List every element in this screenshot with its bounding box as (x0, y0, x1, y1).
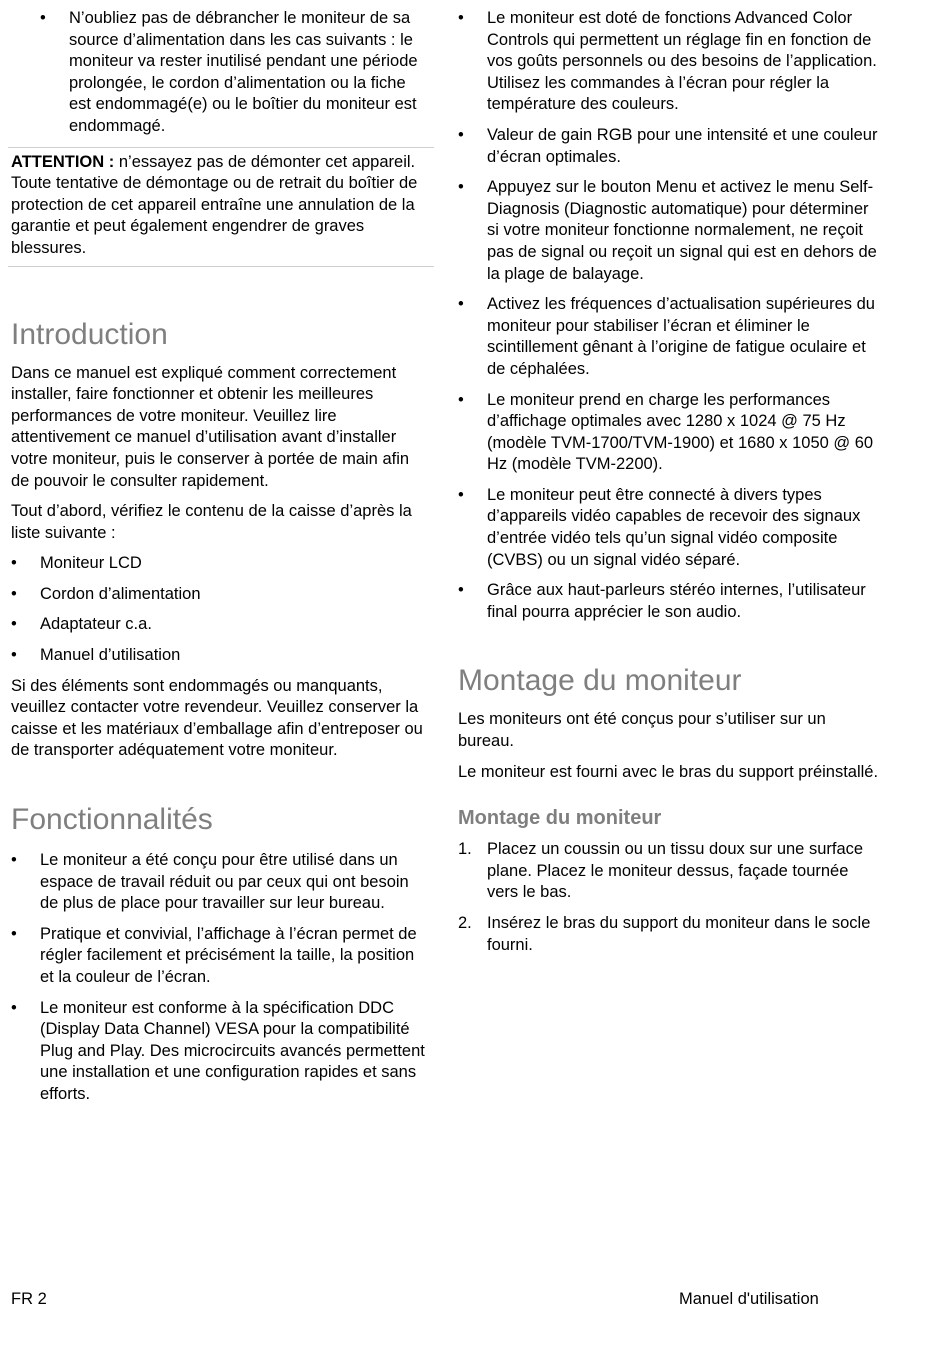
mount-paragraph: Le moniteur est fourni avec le bras du support préinstallé. (458, 762, 879, 781)
list-item (458, 390, 883, 476)
intro-paragraph: Si des éléments sont endommagés ou manquants, veuillez contacter votre revendeur. Veuillez conserver la caisse et les matériaux d’emballage afin d’entreposer ou de transporter adéquatement votre moniteur. (11, 676, 423, 760)
list-item (11, 8, 431, 138)
bullet-marker: • (458, 485, 464, 504)
mount-paragraph: Les moniteurs ont été conçus pour s’utiliser sur un bureau. (458, 710, 826, 751)
intro-paragraph: Tout d’abord, vérifiez le contenu de la caisse d’après la liste suivante : (11, 502, 412, 542)
step-text: Placez un coussin ou un tissu doux sur une surface plane. Placez le moniteur dessus, façade tournée vers le bas. (487, 840, 864, 902)
list-item (458, 294, 883, 380)
step-number: 1. (458, 840, 472, 859)
feature-text: Activez les fréquences d’actualisation supérieures du moniteur pour stabiliser l’écran et éliminer le scintillement gênant à l’origine de fatigue oculaire et de céphalées. (487, 295, 875, 378)
section-title-features: Fonctionnalités (11, 803, 213, 837)
bullet-marker: • (11, 924, 17, 943)
section-title-introduction: Introduction (11, 317, 168, 351)
list-item (458, 580, 883, 623)
feature-text: Appuyez sur le bouton Menu et activez le menu Self-Diagnosis (Diagnostic automatique) pour déterminer si votre moniteur fonctionne normalement, ne reçoit pas de signal ou reçoit un signal qui est en dehors de la plage de balayage. (487, 178, 877, 283)
bullet-marker: • (11, 554, 17, 573)
step-number: 2. (458, 914, 472, 932)
feature-text: Valeur de gain RGB pour une intensité et une couleur d’écran optimales. (487, 125, 878, 166)
feature-text: Le moniteur est conforme à la spécification DDC (Display Data Channel) VESA pour la compatibilité Plug and Play. Des microcircuits avancés permettent une installation et une configuration rapides et sans efforts. (40, 998, 425, 1103)
list-item (11, 645, 431, 667)
list-item (11, 850, 431, 915)
list-item (458, 8, 883, 116)
bullet-marker: • (458, 9, 464, 27)
bullet-marker: • (458, 390, 464, 409)
section-title-mounting: Montage du moniteur (458, 664, 742, 698)
footer-title: Manuel d'utilisation (679, 1290, 819, 1308)
box-item: Cordon d’alimentation (40, 584, 201, 603)
step-text: Insérez le bras du support du moniteur dans le socle fourni. (487, 914, 871, 954)
feature-text: Le moniteur prend en charge les performances d’affichage optimales avec 1280 x 1024 @ 75 Hz (modèle TVM-1700/TVM-1900) et 1680 x 1050 @ 60 Hz (modèle TVM-2200). (487, 390, 874, 474)
bullet-marker: • (11, 615, 17, 634)
right-column (458, 8, 883, 965)
list-item (11, 924, 431, 989)
step-item (458, 839, 883, 904)
bullet-marker: • (11, 584, 17, 603)
intro-paragraph: Dans ce manuel est expliqué comment correctement installer, faire fonctionner et obtenir les meilleures performances de votre moniteur. Veuillez lire attentivement ce manuel d’utilisation avant d’installer votre moniteur, puis le conserver à portée de main afin de pouvoir le consulter rapidement. (11, 363, 410, 490)
box-item: Moniteur LCD (40, 554, 142, 573)
subsection-title-mounting: Montage du moniteur (458, 807, 662, 830)
step-item (458, 913, 883, 956)
list-item (11, 998, 431, 1106)
page-number: FR 2 (11, 1290, 47, 1308)
feature-text: Le moniteur est doté de fonctions Advanced Color Controls qui permettent un réglage fin en fonction de vos goûts personnels ou des besoins de l’application. Utilisez les commandes à l’écran pour régler la température des couleurs. (487, 9, 877, 114)
attention-label: ATTENTION : (11, 152, 115, 171)
box-item: Manuel d’utilisation (40, 646, 181, 665)
list-item (458, 177, 883, 285)
list-item (458, 485, 883, 571)
feature-text: Pratique et convivial, l’affichage à l’écran permet de régler facilement et précisément la taille, la position et la couleur de l’écran. (40, 924, 417, 986)
box-item: Adaptateur c.a. (40, 615, 152, 634)
bullet-marker: • (458, 581, 464, 600)
bullet-marker: • (11, 646, 17, 665)
bullet-text: N’oubliez pas de débrancher le moniteur de sa source d’alimentation dans les cas suivants : le moniteur va rester inutilisé pendant une période prolongée, le cordon d’alimentation ou la fiche est endommagé(e) ou le boîtier du moniteur est endommagé. (69, 9, 418, 135)
attention-text: n’essayez pas de démonter cet appareil. Toute tentative de démontage ou de retrait du boîtier de protection de cet appareil entraîne une annulation de la garantie et peut également engendrer de graves blessures. (11, 152, 418, 257)
attention-box (8, 147, 434, 267)
feature-text: Grâce aux haut-parleurs stéréo internes, l’utilisateur final pourra apprécier le son audio. (487, 581, 866, 621)
list-item (458, 125, 883, 168)
left-column (11, 8, 431, 1115)
bullet-marker: • (11, 851, 17, 870)
list-item (11, 614, 431, 636)
bullet-marker: • (458, 295, 464, 314)
feature-text: Le moniteur peut être connecté à divers types d’appareils vidéo capables de recevoir des signaux d’entrée vidéo tels qu’un signal vidéo composite (CVBS) ou un signal vidéo séparé. (487, 485, 861, 569)
bullet-marker: • (458, 178, 464, 197)
list-item (11, 584, 431, 606)
bullet-marker: • (40, 9, 46, 27)
feature-text: Le moniteur a été conçu pour être utilisé dans un espace de travail réduit ou par ceux qui ont besoin de plus de place pour travailler sur leur bureau. (40, 851, 409, 913)
list-item (11, 553, 431, 575)
bullet-marker: • (458, 125, 464, 144)
bullet-marker: • (11, 998, 17, 1017)
